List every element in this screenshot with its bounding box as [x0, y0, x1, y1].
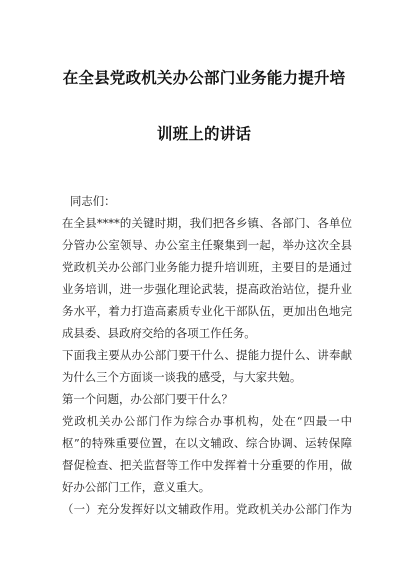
- paragraph-line: 为什么三个方面谈一谈我的感受，与大家共勉。: [62, 370, 302, 384]
- paragraph-line: 分管办公室领导、办公室主任聚集到一起，举办这次全县: [62, 238, 352, 252]
- paragraph-line: 好办公部门工作，意义重大。: [62, 480, 211, 494]
- subsection-heading: （一）充分发挥好以文辅政作用。党政机关办公部门作为: [62, 502, 352, 516]
- paragraph-line: 在全县****的关键时期，我们把各乡镇、各部门、各单位: [62, 216, 352, 230]
- document-title-line-2: 训班上的讲话: [156, 125, 252, 143]
- paragraph-line: 成县委、县政府交给的各项工作任务。: [62, 326, 256, 340]
- paragraph-line: 下面我主要从办公部门要干什么、提能力提什么、讲奉献: [62, 348, 352, 362]
- paragraph-line: 业务培训，进一步强化理论武装，提高政治站位，提升业: [62, 282, 352, 296]
- section-heading: 第一个问题，办公部门要干什么？: [62, 392, 233, 406]
- paragraph-line: 枢”的特殊重要位置，在以文辅政、综合协调、运转保障: [62, 436, 352, 450]
- salutation: 同志们：: [70, 194, 116, 208]
- document-title-line-1: 在全县党政机关办公部门业务能力提升培: [62, 69, 346, 87]
- paragraph-line: 党政机关办公部门作为综合办事机构，处在“四最一中: [62, 414, 352, 428]
- paragraph-line: 务水平，着力打造高素质专业化干部队伍，更加出色地完: [62, 304, 352, 318]
- paragraph-line: 督促检查、把关监督等工作中发挥着十分重要的作用，做: [62, 458, 352, 472]
- paragraph-line: 党政机关办公部门业务能力提升培训班，主要目的是通过: [62, 260, 352, 274]
